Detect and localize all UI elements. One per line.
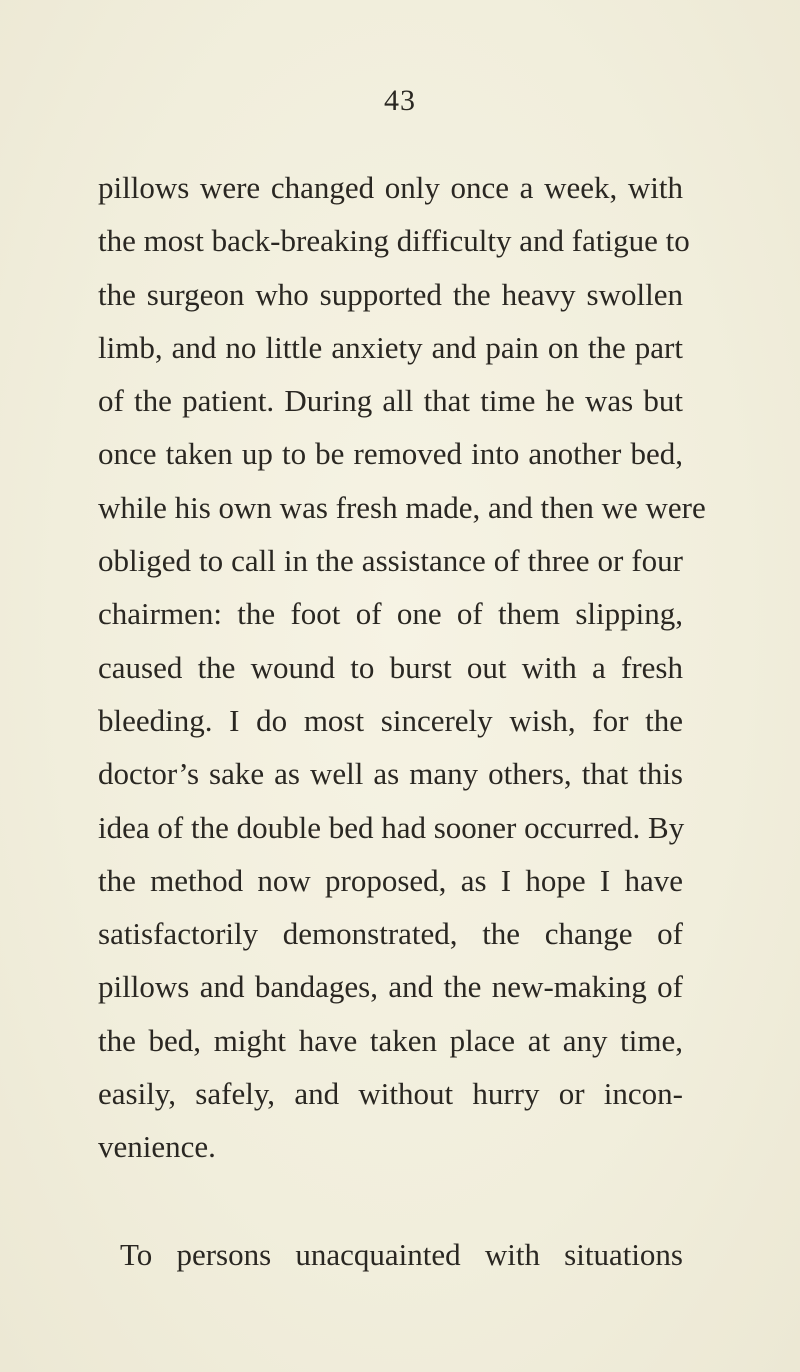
text-line: of the patient. During all that time he was but: [98, 383, 683, 419]
text-line: caused the wound to burst out with a fresh: [98, 649, 683, 685]
paragraph-2: [98, 1233, 683, 1286]
body-text: [98, 166, 706, 1286]
text-line: idea of the double bed had sooner occurred. By: [98, 809, 685, 845]
text-line: To persons unacquainted with situations: [120, 1236, 683, 1272]
text-line: bleeding. I do most sincerely wish, for the: [98, 702, 683, 738]
text-line: chairmen: the foot of one of them slipping,: [98, 596, 683, 632]
text-line: easily, safely, and without hurry or incon-: [98, 1076, 683, 1112]
text-line: the most back-breaking difficulty and fatigue to: [98, 223, 690, 259]
paragraph-1: [98, 166, 706, 1179]
text-line: while his own was fresh made, and then we were: [98, 489, 706, 525]
text-line: doctor’s sake as well as many others, that this: [98, 756, 683, 792]
text-line: venience.: [98, 1129, 216, 1165]
text-line: pillows and bandages, and the new-making of: [98, 969, 683, 1005]
text-line: satisfactorily demonstrated, the change of: [98, 916, 683, 952]
text-line: the surgeon who supported the heavy swollen: [98, 276, 683, 312]
text-line: the bed, might have taken place at any time,: [98, 1022, 683, 1058]
text-line: limb, and no little anxiety and pain on the part: [98, 329, 683, 365]
text-line: the method now proposed, as I hope I have: [98, 862, 683, 898]
paragraph-gap: [98, 1179, 683, 1233]
text-line: once taken up to be removed into another bed,: [98, 436, 683, 472]
text-line: pillows were changed only once a week, with: [98, 170, 683, 205]
text-line: obliged to call in the assistance of three or four: [98, 543, 683, 579]
page-number: 43: [384, 84, 416, 117]
